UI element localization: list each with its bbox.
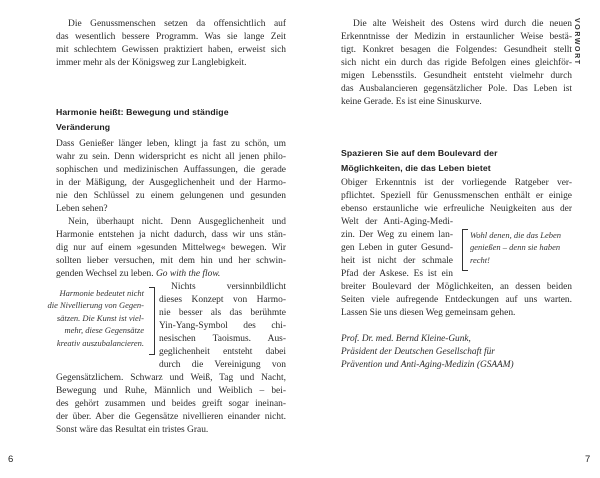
- right-intro-paragraph: [341, 18, 572, 109]
- left-paragraph-1: [56, 138, 286, 216]
- text-line: des gehört zusammen und beides greift sogar ineinan-: [56, 399, 286, 409]
- text-line: durch die Vereinigung von: [159, 360, 286, 370]
- text-line: Obiger Erkenntnis ist der vorliegende Ratgeber ver-: [341, 178, 572, 188]
- text-line: [56, 268, 286, 281]
- text-line: Nichts versinnbildlicht: [171, 282, 286, 292]
- text-line: Lassen Sie uns diesen Weg gemeinsam gehen.: [341, 308, 516, 318]
- text-line: dieses Konzept von Harmo-: [159, 295, 286, 305]
- signature-line: Prävention und Anti-Aging-Medizin (GSAAM): [341, 360, 514, 370]
- right-section-heading: [341, 146, 498, 176]
- author-signature: [341, 333, 581, 372]
- pullquote-line: Harmonie bedeutet nicht: [59, 288, 144, 298]
- right-pullquote: [470, 229, 580, 266]
- text-line: Sonst wäre das Resultat ein tristes Grau.: [56, 425, 209, 435]
- pullquote-line: recht!: [470, 254, 490, 265]
- heading-line: Harmonie heißt: Bewegung und ständige: [56, 107, 229, 117]
- text-line: tigt. Konkret besagen die Folgendes: Gesundheit stellt: [341, 45, 572, 55]
- page-number-right: 7: [585, 454, 591, 465]
- pullquote-line: kreativ auszubalancieren.: [56, 337, 144, 348]
- pullquote-line: Wohl denen, die das Leben: [470, 230, 562, 240]
- text-line: das wesentlich bessere Programm. Was sie lange Zeit: [56, 32, 286, 42]
- text-line: gen Leben in guter Gesund-: [341, 243, 453, 253]
- pullquote-line: mehr, diese Gegensätze: [64, 325, 144, 336]
- text-line: das Ausbalancieren gegensätzlicher Pole. Das Leben ist: [341, 84, 572, 94]
- left-paragraph-3-narrow: [159, 281, 286, 372]
- right-paragraph-1-wide: [341, 177, 572, 216]
- text-line: Seiten viele aufregende Entdeckungen auf uns warten.: [341, 295, 572, 305]
- text-line: ebenso erstaunliche wie erfreuliche Neuigkeiten aus der: [341, 204, 572, 214]
- text-line: sollten lieber versuchen, mit dem hin und her schwin-: [56, 256, 286, 266]
- right-paragraph-1-narrow: [341, 216, 453, 281]
- left-intro-paragraph: [56, 18, 286, 70]
- text-line: pflichtet. Speziell für Genussmenschen enthält er einige: [341, 191, 572, 201]
- text-line: nie den Schlüssel zu einem gelungenen und gesunden: [56, 191, 286, 201]
- page-number-left: 6: [8, 454, 14, 465]
- pullquote-line: sätzen. Die Kunst ist viel-: [56, 312, 144, 323]
- text-line: Dass Genießer länger leben, klingt ja fast zu schön, um: [56, 139, 286, 149]
- left-paragraph-2: [56, 216, 286, 281]
- text-line: keine Gerade. Es ist eine Sinuskurve.: [341, 97, 482, 107]
- pullquote-line: die Nivellierung von Gegen-: [47, 300, 144, 311]
- running-head: VORWORT: [573, 18, 580, 66]
- text-line: sich nicht ein durch das rigide Befolgen eines gleichför-: [341, 58, 572, 68]
- left-section-heading: [56, 105, 229, 135]
- text-line: geglichenheit entsteht dabei: [159, 347, 286, 357]
- text-line: breiter Boulevard der Möglichkeiten, an dessen beiden: [341, 282, 572, 292]
- text-line: migen Lebensstils. Gesundheit entsteht vielmehr durch: [341, 71, 572, 81]
- text-line: nie besser als das berühmte: [159, 308, 286, 318]
- text-line: Die alte Weisheit des Ostens wird durch die neuen: [353, 19, 572, 29]
- text-line: der über. Aber die Gegensätze nivellieren einander nicht.: [56, 412, 286, 422]
- text-line: in der Mäßigung, der Ausgeglichenheit und der Harmo-: [56, 178, 286, 188]
- text-line: zin. Der Weg zu einem lan-: [341, 230, 453, 240]
- italic-phrase: Go with the flow.: [155, 269, 221, 279]
- text-line: nesischen Taoismus. Aus-: [159, 334, 286, 344]
- text-line: dig nur auf einem »gesunden Mittelweg« bewegen. Wir: [56, 243, 286, 253]
- text-line: mit schlechtem Gewissen praktiziert haben, erweist sich: [56, 45, 286, 55]
- pullquote-line: genießen – denn sie haben: [470, 242, 561, 253]
- text-line: sophischen und medizinischen Auffassungen, die gerade: [56, 165, 286, 175]
- text-span: genden Wechsel zu leben.: [56, 269, 154, 279]
- left-paragraph-3-wide: [56, 372, 286, 437]
- left-pullquote: [32, 287, 144, 349]
- heading-line: Möglichkeiten, die das Leben bietet: [341, 163, 491, 173]
- signature-line: Prof. Dr. med. Bernd Kleine-Gunk,: [341, 334, 471, 344]
- signature-line: Präsident der Deutschen Gesellschaft für: [341, 347, 495, 357]
- text-line: immer mehr als der Königsweg zur Langlebigkeit.: [56, 58, 247, 68]
- text-line: Nein, überhaupt nicht. Denn Ausgeglichenheit und: [68, 217, 286, 227]
- text-line: Welt der Anti-Aging-Medi-: [341, 217, 453, 227]
- text-line: wahr zu sein. Denn widerspricht es nicht all jenen philo-: [56, 152, 286, 162]
- pullquote-bracket: [149, 287, 155, 355]
- heading-line: Spazieren Sie auf dem Boulevard der: [341, 148, 498, 158]
- text-line: Yin-Yang-Symbol des chi-: [159, 321, 286, 331]
- text-line: heit ist nicht der schmale: [341, 256, 453, 266]
- text-line: Leben sehen?: [56, 204, 108, 214]
- text-line: Bewegung und Ruhe, Männlich und Weiblich – bei-: [56, 386, 286, 396]
- right-paragraph-1-tail: [341, 281, 572, 320]
- text-line: Erkenntnisse der Medizin in erstaunlicher Weise bestä-: [341, 32, 572, 42]
- text-line: Gegensätzlichem. Schwarz und Weiß, Tag und Nacht,: [56, 373, 286, 383]
- text-line: Pfad der Askese. Es ist ein: [341, 269, 453, 279]
- text-line: Harmonie entstehen ja nicht dadurch, dass wir uns stän-: [56, 230, 286, 240]
- text-line: Die Genussmenschen setzen da offensichtlich auf: [68, 19, 286, 29]
- heading-line: Veränderung: [56, 122, 111, 132]
- pullquote-bracket: [462, 229, 468, 271]
- right-page: [300, 0, 600, 478]
